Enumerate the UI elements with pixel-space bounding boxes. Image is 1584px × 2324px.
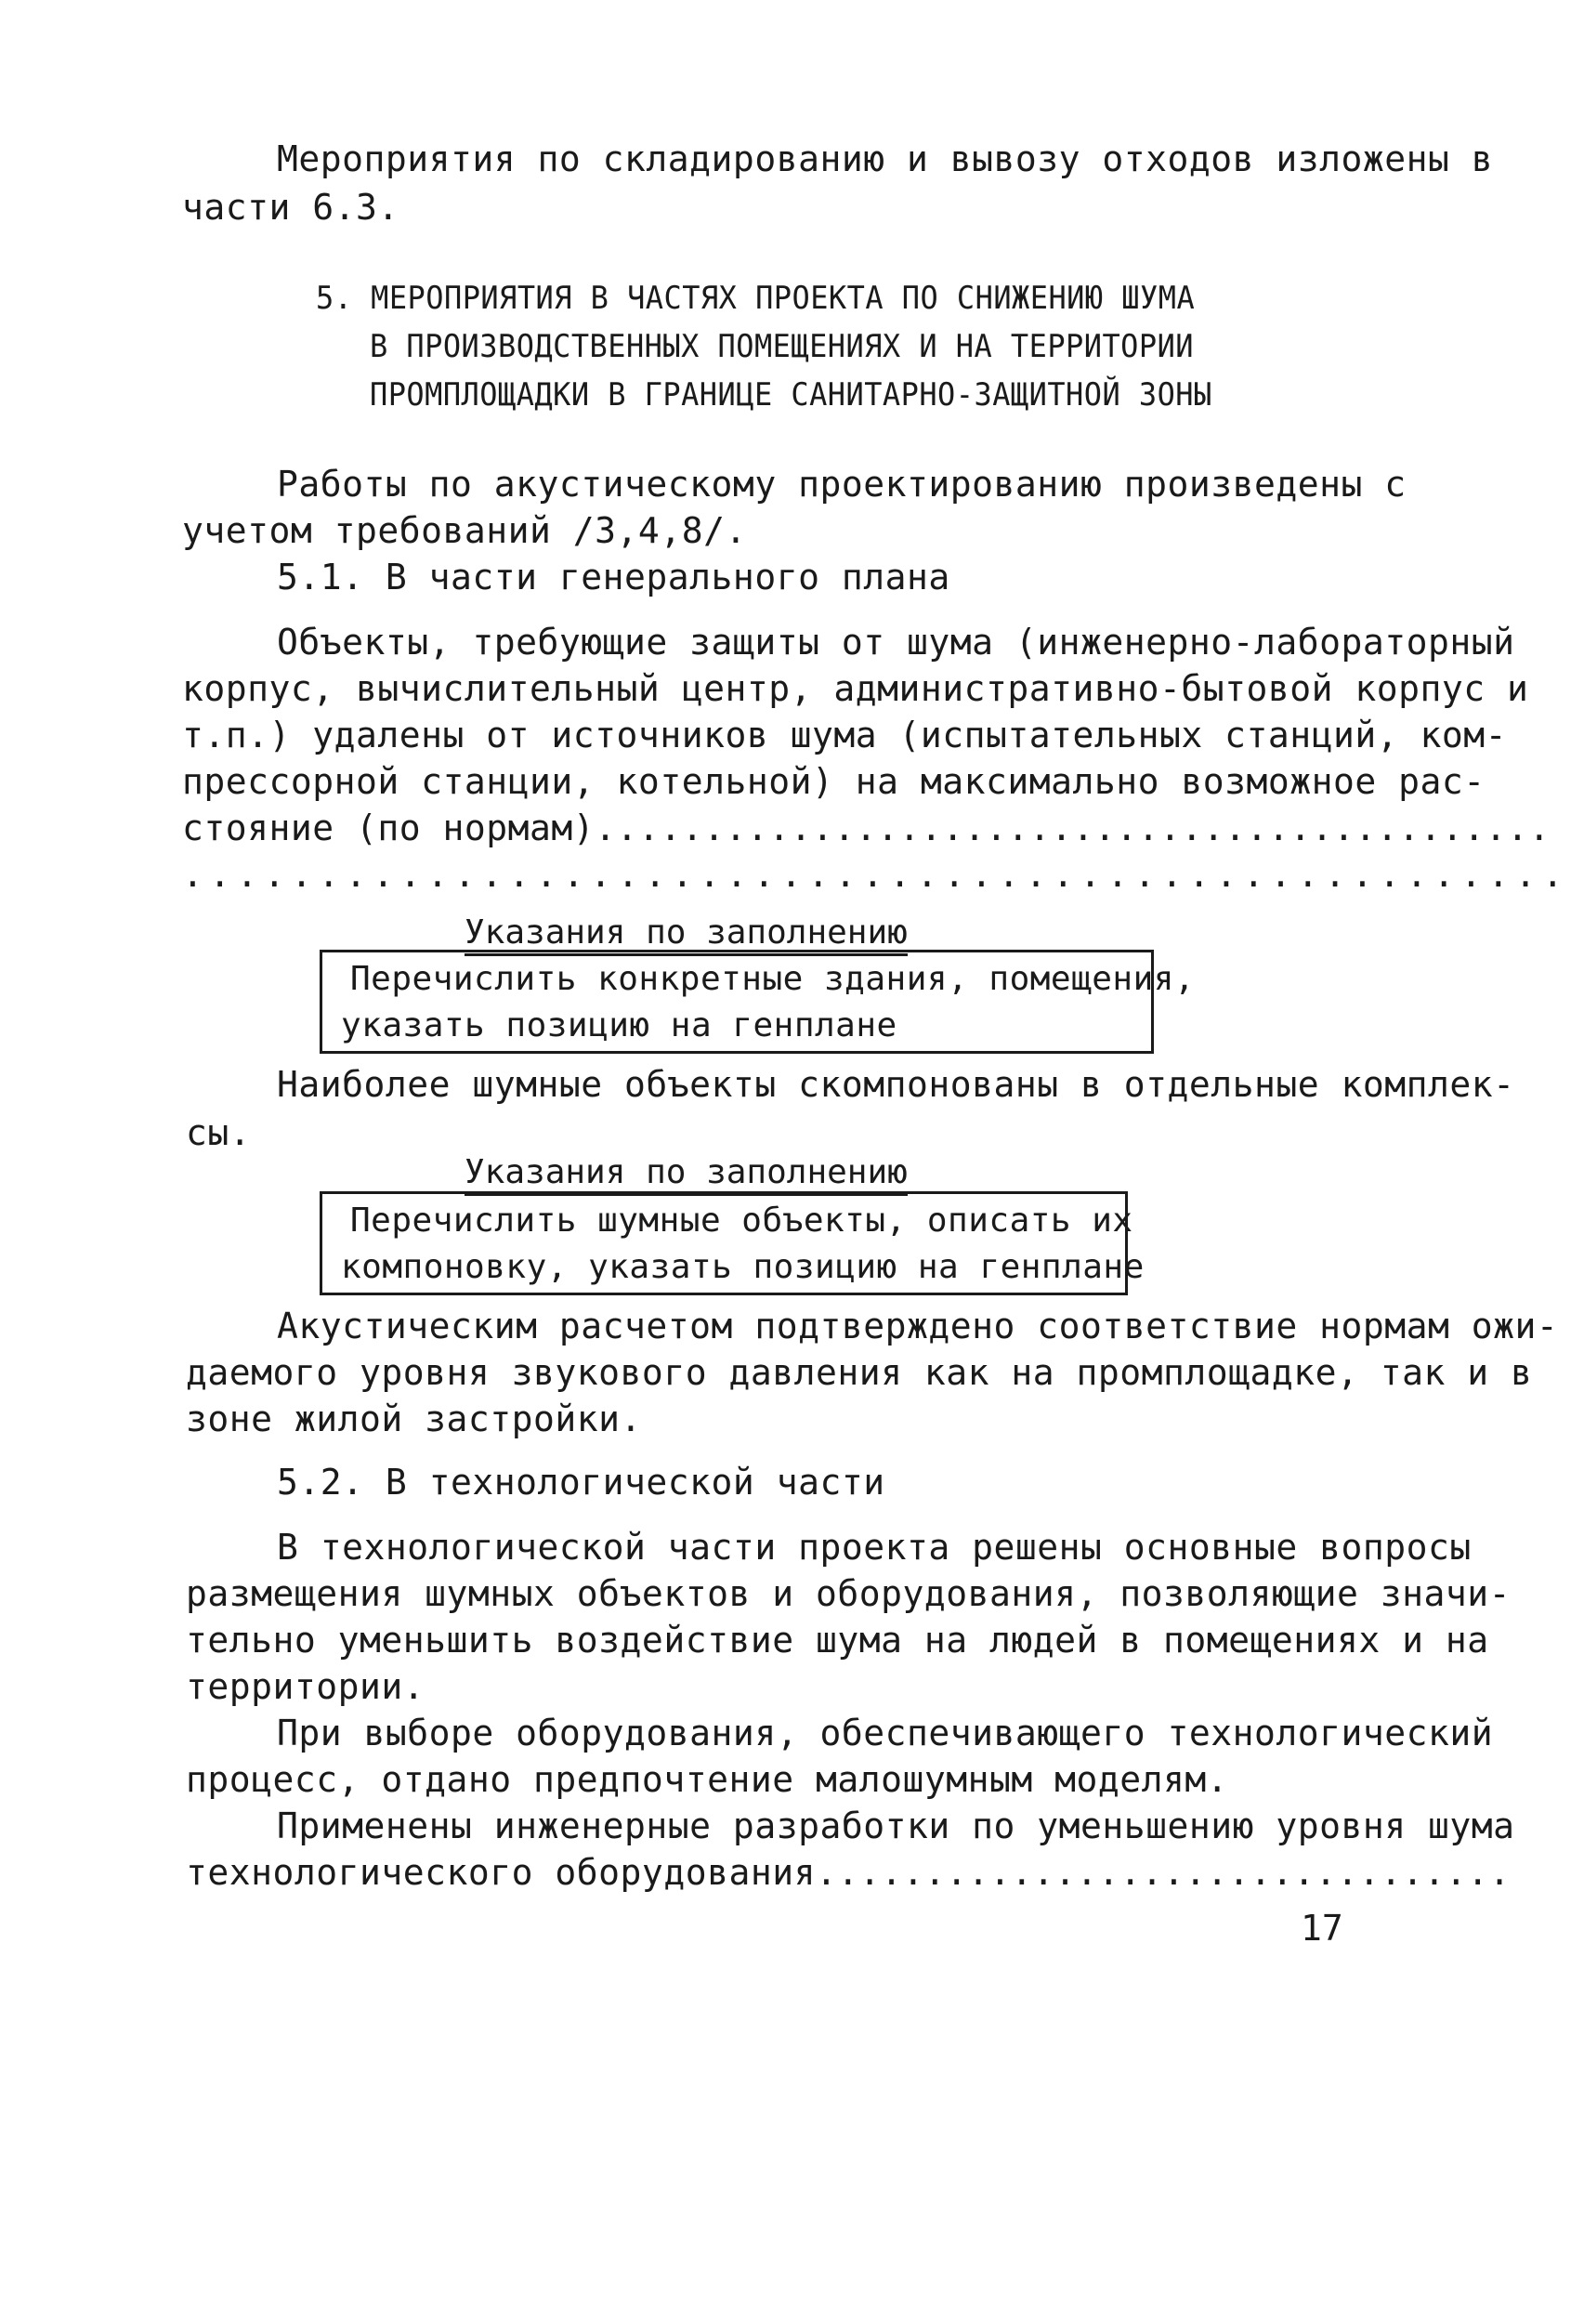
- note-box: [320, 1191, 1145, 1295]
- note-title: Указания по заполнению: [465, 913, 908, 956]
- note-text: компоновку, указать позицию на генплане: [341, 1248, 1145, 1286]
- paragraph-text: части 6.3.: [182, 187, 399, 228]
- note-title: Указания по заполнению: [465, 1152, 908, 1196]
- paragraph-text: Применены инженерные разработки по уменьшению уровня шума: [277, 1805, 1515, 1846]
- paragraph-text: Объекты, требующие защиты от шума (инженерно-лабораторный: [277, 622, 1515, 663]
- paragraph-text: корпус, вычислительный центр, административно-бытовой корпус и: [182, 668, 1529, 709]
- section-heading: В ПРОИЗВОДСТВЕННЫХ ПОМЕЩЕНИЯХ И НА ТЕРРИТОРИИ: [370, 328, 1195, 365]
- paragraph-text: территории.: [186, 1666, 425, 1707]
- paragraph-text: зоне жилой застройки.: [186, 1398, 642, 1439]
- note-text: Перечислить конкретные здания, помещения,: [350, 960, 1196, 998]
- dotted-fill-line: ...................................................: [182, 854, 1570, 895]
- paragraph-text: т.п.) удалены от источников шума (испытательных станций, ком-: [182, 715, 1508, 755]
- paragraph-text: стояние (по нормам)............................................: [182, 807, 1551, 848]
- note-text: Перечислить шумные объекты, описать их: [350, 1201, 1133, 1240]
- section-heading: ПРОМПЛОЩАДКИ В ГРАНИЦЕ САНИТАРНО-ЗАЩИТНОЙ ЗОНЫ: [370, 376, 1212, 414]
- paragraph-text: технологического оборудования................................: [186, 1852, 1512, 1893]
- note-text: указать позицию на генплане: [341, 1006, 897, 1044]
- paragraph-text: прессорной станции, котельной) на максимально возможное рас-: [182, 761, 1486, 802]
- paragraph-text: При выборе оборудования, обеспечивающего технологический: [277, 1713, 1494, 1753]
- paragraph-text: размещения шумных объектов и оборудования, позволяющие значи-: [186, 1573, 1512, 1614]
- paragraph-text: Работы по акустическому проектированию произведены с: [277, 464, 1407, 505]
- paragraph-text: Акустическим расчетом подтверждено соответствие нормам ожи-: [277, 1306, 1559, 1346]
- paragraph-text: процесс, отдано предпочтение малошумным моделям.: [186, 1759, 1229, 1800]
- page-number: 17: [1301, 1908, 1343, 1949]
- paragraph-text: сы.: [186, 1112, 252, 1153]
- subsection-heading: 5.1. В части генерального плана: [277, 557, 950, 597]
- note-box: [320, 950, 1196, 1054]
- paragraph-text: тельно уменьшить воздействие шума на людей в помещениях и на: [186, 1620, 1489, 1661]
- paragraph-text: Мероприятия по складированию и вывозу отходов изложены в: [277, 138, 1494, 179]
- paragraph-text: учетом требований /3,4,8/.: [182, 510, 747, 551]
- section-heading: 5. МЕРОПРИЯТИЯ В ЧАСТЯХ ПРОЕКТА ПО СНИЖЕНИЮ ШУМА: [316, 280, 1196, 317]
- paragraph-text: Наиболее шумные объекты скомпонованы в отдельные комплек-: [277, 1064, 1515, 1105]
- subsection-heading: 5.2. В технологической части: [277, 1462, 885, 1503]
- paragraph-text: даемого уровня звукового давления как на промплощадке, так и в: [186, 1352, 1533, 1393]
- paragraph-text: В технологической части проекта решены основные вопросы: [277, 1527, 1472, 1568]
